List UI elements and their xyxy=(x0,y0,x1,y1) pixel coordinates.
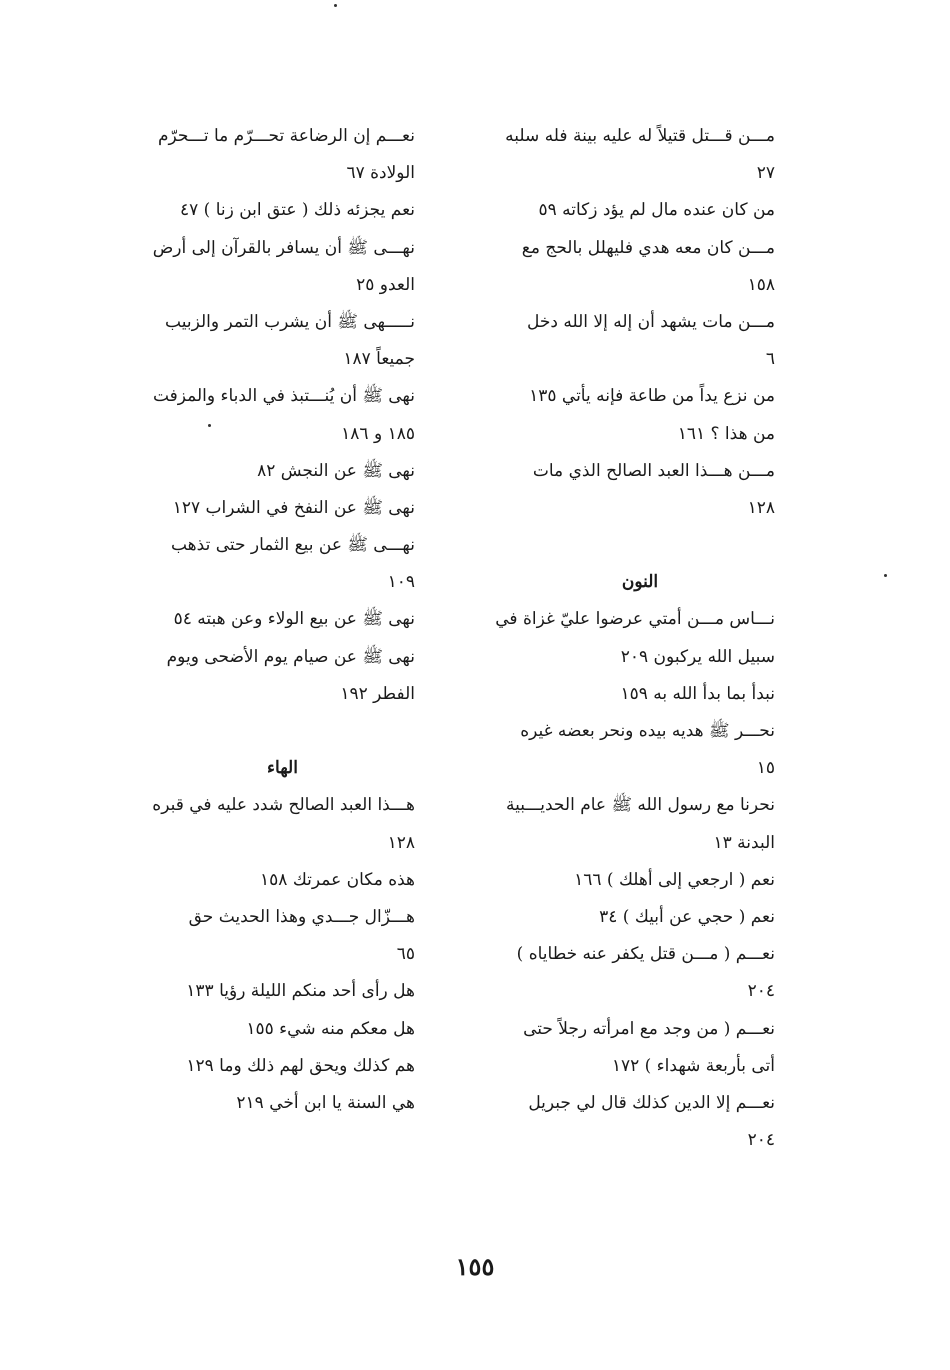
index-entry-line: البدنة ١٣ xyxy=(713,832,775,853)
index-entry-line: من نزع يداً من طاعة فإنه يأتي ١٣٥ xyxy=(529,386,775,407)
index-entry-line: نعـــم إن الرضاعة تحـــرّم ما تـــحرّم xyxy=(158,126,415,146)
index-entry-line: أتى بأربعة شهداء ) ١٧٢ xyxy=(611,1055,775,1076)
index-entry-line: العدو ٢٥ xyxy=(356,274,415,295)
index-entry-line: من هذا ؟ ١٦١ xyxy=(677,423,775,444)
index-entry-line: ١٨٥ و ١٨٦ xyxy=(341,423,415,444)
index-entry-line: من كان عنده مال لم يؤد زكاته ٥٩ xyxy=(538,200,775,221)
index-column-left xyxy=(150,118,415,1122)
index-entry-line: سبيل الله يركبون ٢٠٩ xyxy=(620,646,775,667)
index-column-right xyxy=(495,118,775,1159)
index-entry-line: نعـــم ( من وجد مع امرأته رجلاً حتى xyxy=(523,1018,775,1039)
scan-speck xyxy=(334,4,337,7)
index-entry-line: ١٥٨ xyxy=(747,274,775,295)
index-entry-line: مـــن هـــذا العبد الصالح الذي مات xyxy=(532,460,775,481)
index-entry-line: مـــن قـــتل قتيلاً له عليه بينة فله سلبه xyxy=(505,126,775,146)
index-entry-line: ٦٥ xyxy=(396,944,415,965)
index-entry-line: ١٥ xyxy=(756,758,775,779)
index-entry-line: ١٠٩ xyxy=(387,572,415,593)
index-entry-line: نهـــى ﷺ أن يسافر بالقرآن إلى أرض xyxy=(152,237,415,258)
index-entry-line: نبدأ بما بدأ الله به ١٥٩ xyxy=(620,683,775,704)
index-entry-line: هم كذلك ويحق لهم ذلك وما ١٢٩ xyxy=(186,1055,415,1076)
index-entry-line: هذه مكان عمرتك ١٥٨ xyxy=(260,869,415,890)
index-entry-line: نهى ﷺ عن صيام يوم الأضحى ويوم xyxy=(166,646,415,667)
index-entry-line: هل رأى أحد منكم الليلة رؤيا ١٣٣ xyxy=(186,981,415,1002)
section-spacer xyxy=(505,527,775,564)
section-heading: النون xyxy=(621,572,659,593)
index-entry-line: ١٢٨ xyxy=(747,497,775,518)
index-entry-line: نعم ( حجي عن أبيك ) ٣٤ xyxy=(599,906,775,927)
index-entry-line: ٦ xyxy=(765,349,775,370)
index-entry-line: نهى ﷺ عن النجش ٨٢ xyxy=(257,460,415,481)
section-spacer xyxy=(150,713,415,750)
index-entry-line: نهـــى ﷺ عن بيع الثمار حتى تذهب xyxy=(170,535,415,556)
index-entry-line: ٢٠٤ xyxy=(747,981,775,1002)
index-entry-line: ٢٧ xyxy=(756,163,775,184)
index-entry-line: جميعاً ١٨٧ xyxy=(343,349,415,370)
index-entry-line: هـــزّال جـــدي وهذا الحديث حق xyxy=(188,906,415,927)
index-entry-line: نـــــهى ﷺ أن يشرب التمر والزبيب xyxy=(165,311,415,332)
index-entry-line: نحرنا مع رسول الله ﷺ عام الحديـــبية xyxy=(505,795,775,816)
index-entry-line: مـــن مات يشهد أن إله إلا الله دخل xyxy=(526,311,775,332)
section-heading: الهاء xyxy=(267,758,298,779)
index-entry-line: هل معكم منه شيء ١٥٥ xyxy=(246,1018,415,1039)
scan-speck xyxy=(208,424,211,427)
index-entry-line: ١٢٨ xyxy=(387,832,415,853)
index-entry-line: نهى ﷺ عن النفخ في الشراب ١٢٧ xyxy=(172,497,415,518)
index-entry-line: هي السنة يا ابن أخي ٢١٩ xyxy=(236,1092,415,1113)
index-entry-line: نعم ( ارجعي إلى أهلك ) ١٦٦ xyxy=(574,869,775,890)
index-entry-line: مـــن كان معه هدي فليهلل بالحج مع xyxy=(521,237,775,258)
index-entry-line: هـــذا العبد الصالح شدد عليه في قبره xyxy=(152,795,415,816)
index-entry-line: نـــاس مـــن أمتي عرضوا عليّ غزاة في xyxy=(495,609,775,630)
index-entry-line: نحـــر ﷺ هديه بيده ونحر بعضه غيره xyxy=(520,721,775,741)
index-entry-line: نعـــم إلا الدين كذلك قال لي جبريل xyxy=(528,1092,775,1113)
index-entry-line: نعم يجزئه ذلك ( عتق ابن زنا ) ٤٧ xyxy=(180,200,415,221)
index-entry-line: الولادة ٦٧ xyxy=(346,163,415,184)
index-entry-line: نهى ﷺ أن يُنـــتبذ في الدباء والمزفت xyxy=(152,386,415,407)
index-entry-line: نهى ﷺ عن بيع الولاء وعن هبته ٥٤ xyxy=(173,609,415,630)
index-entry-line: ٢٠٤ xyxy=(747,1130,775,1151)
index-entry-line: الفطر ١٩٢ xyxy=(340,683,415,704)
page-number: ١٥٥ xyxy=(455,1252,495,1281)
index-entry-line: نعـــم ( مـــن قتل يكفر عنه خطاياه ) xyxy=(516,944,775,965)
scan-speck xyxy=(884,574,887,577)
